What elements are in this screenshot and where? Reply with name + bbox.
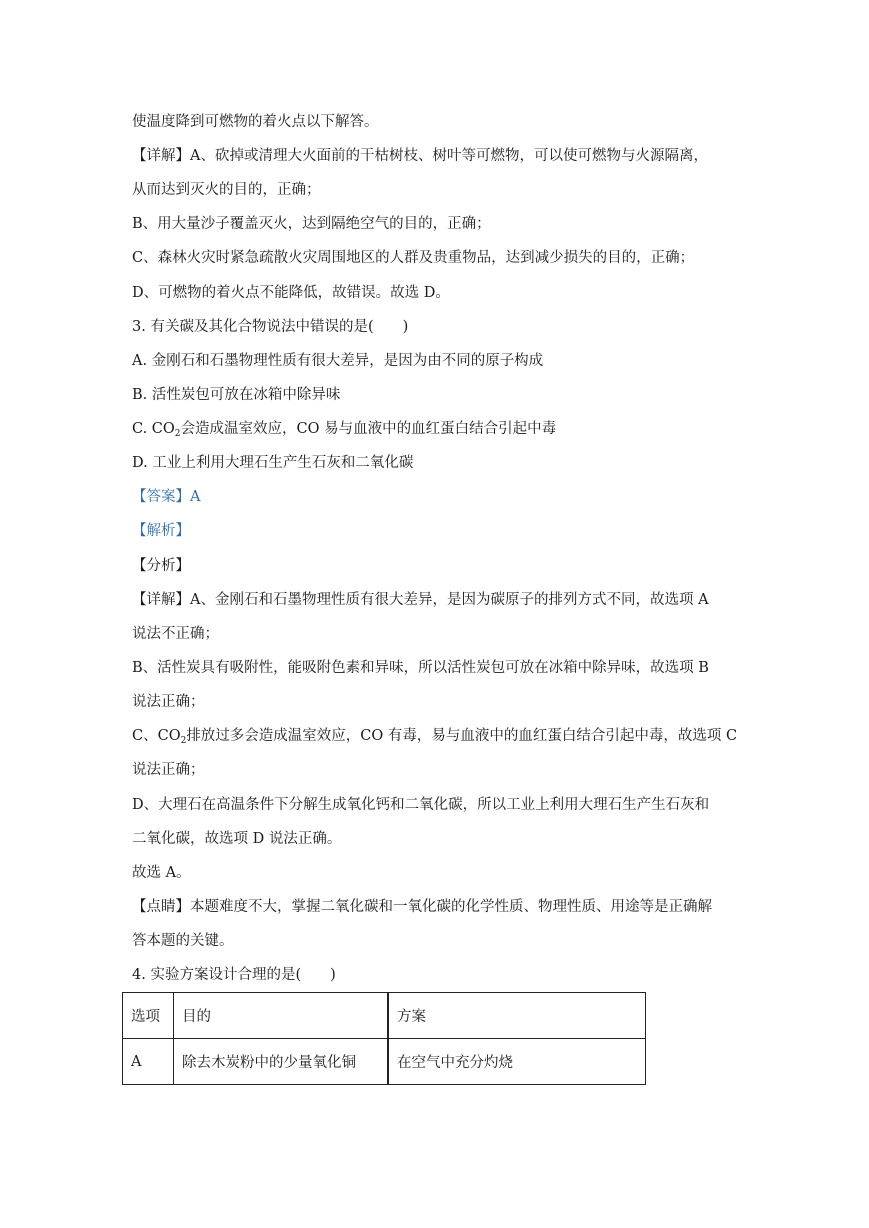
option-c: C. $CO_2$会造成温室效应，CO 易与血液中的血红蛋白结合引起中毒 (132, 421, 557, 439)
table-header-cell: 选项 (123, 993, 174, 1039)
text-line: 【点睛】本题难度不大，掌握二氧化碳和一氧化碳的化学性质、物理性质、用途等是正确解 (132, 899, 712, 915)
text-line: 答本题的关键。 (132, 933, 234, 949)
answer-label: 【答案】A (132, 489, 201, 505)
table-cell: 除去木炭粉中的少量氧化铜 (174, 1039, 389, 1085)
option-b: B. 活性炭包可放在冰箱中除异味 (132, 387, 341, 403)
text-line: 【分析】 (132, 558, 190, 574)
table-row (123, 1039, 646, 1085)
analysis-label: 【解析】 (132, 523, 190, 539)
table-header-row (123, 993, 646, 1039)
option-a: A. 金刚石和石墨物理性质有很大差异，是因为由不同的原子构成 (132, 353, 544, 369)
text-line: 【详解】A、金刚石和石墨物理性质有很大差异，是因为碳原子的排列方式不同，故选项 A (132, 592, 709, 608)
text-line: B、活性炭具有吸附性，能吸附色素和异味，所以活性炭包可放在冰箱中除异味，故选项 B (132, 660, 709, 676)
table-cell: 在空气中充分灼烧 (388, 1039, 646, 1085)
text-line: C、森林火灾时紧急疏散火灾周围地区的人群及贵重物品，达到减少损失的目的，正确； (132, 250, 695, 266)
text-line: 说法正确； (132, 762, 205, 778)
table-cell: A (123, 1039, 174, 1085)
text-line: 二氧化碳，故选项 D 说法正确。 (132, 831, 342, 847)
question-title: 4. 实验方案设计合理的是( ) (132, 967, 336, 983)
text-line: D、可燃物的着火点不能降低，故错误。故选 D。 (132, 285, 450, 301)
options-table (122, 992, 646, 1085)
text-line: 说法不正确； (132, 626, 219, 642)
text-line: C、$CO_2$排放过多会造成温室效应，CO 有毒，易与血液中的血红蛋白结合引起中毒，故选项 C (132, 728, 738, 746)
question-title: 3. 有关碳及其化合物说法中错误的是( ) (132, 319, 409, 335)
table-header-cell: 方案 (388, 993, 646, 1039)
text-line: 【详解】A、砍掉或清理大火面前的干枯树枝、树叶等可燃物，可以使可燃物与火源隔离， (132, 148, 708, 164)
text-line: 使温度降到可燃物的着火点以下解答。 (132, 114, 379, 130)
option-d: D. 工业上利用大理石生产生石灰和二氧化碳 (132, 455, 414, 471)
table-header-cell: 目的 (174, 993, 389, 1039)
text-line: 从而达到灭火的目的，正确； (132, 182, 321, 198)
text-line: D、大理石在高温条件下分解生成氧化钙和二氧化碳，所以工业上利用大理石生产生石灰和 (132, 797, 710, 813)
text-line: B、用大量沙子覆盖灭火，达到隔绝空气的目的，正确； (132, 216, 491, 232)
text-line: 说法正确； (132, 694, 205, 710)
text-line: 故选 A。 (132, 865, 191, 881)
